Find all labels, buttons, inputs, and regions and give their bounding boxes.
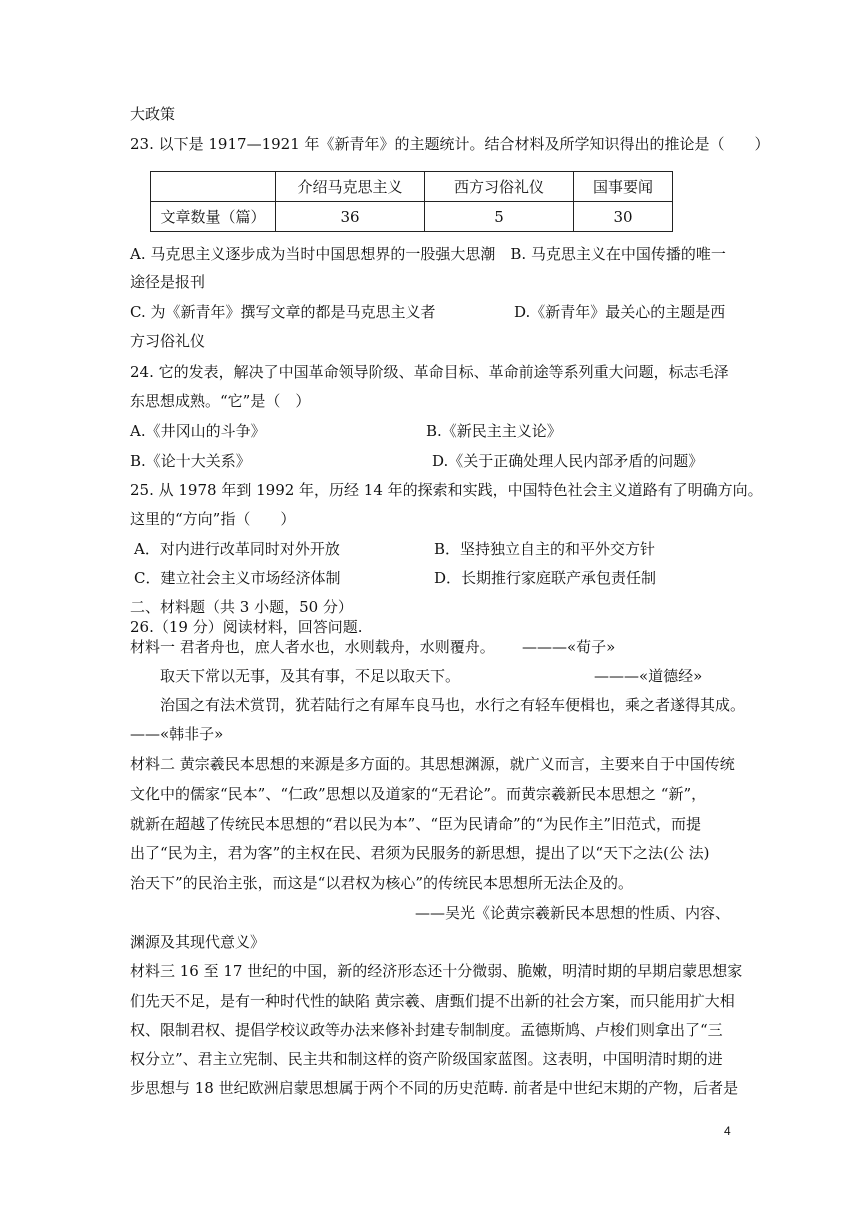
source-citation: ———«荀子»: [522, 638, 616, 656]
text-line: 治国之有法术赏罚，犹若陆行之有犀车良马也，水行之有轻车便楫也，乘之者遂得其成。: [160, 696, 746, 714]
text-line: 文化中的儒家“民本”、“仁政”思想以及道家的“无君论”。而黄宗羲新民本思想之 “新”，: [130, 785, 707, 803]
material-3: 材料三 16 至 17 世纪的中国，新的经济形态还十分微弱、脆嫩，明清时期的早期启蒙思想家: [130, 962, 743, 980]
text-line: 治天下”的民治主张，而这是“以君权为核心”的传统民本思想所无法企及的。: [130, 874, 634, 892]
text-line: 们先天不足，是有一种时代性的缺陷 黄宗羲、唐甄们提不出新的社会方案，而只能用扩大相: [130, 992, 735, 1010]
table-header-cell: 国事要闻: [574, 172, 673, 202]
option-24-c: B.《论十大关系》: [130, 452, 251, 470]
option-23-c: C. 为《新青年》撰写文章的都是马克思主义者: [130, 303, 436, 321]
page-number: 4: [724, 1124, 731, 1138]
table-header-row: [151, 172, 673, 202]
source-citation: ——吴光《论黄宗羲新民本思想的性质、内容、: [414, 904, 730, 922]
table-header-cell: [151, 172, 276, 202]
option-23-d: D.《新青年》最关心的主题是西: [514, 303, 726, 321]
text-line: 出了“民为主，君为客”的主权在民、君须为民服务的新思想，提出了以“天下之法(公 法): [130, 844, 710, 862]
option-24-b: B.《新民主主义论》: [426, 422, 562, 440]
text-line: 步思想与 18 世纪欧洲启蒙思想属于两个不同的历史范畴. 前者是中世纪末期的产物，后者是: [130, 1079, 739, 1097]
text-line: 权、限制君权、提倡学校议政等办法来修补封建专制制度。孟德斯鸠、卢梭们则拿出了“三: [130, 1021, 723, 1039]
question-23: 23. 以下是 1917—1921 年《新青年》的主题统计。结合材料及所学知识得出的推论是（ ）: [130, 135, 770, 153]
material-1: 材料一 君者舟也，庶人者水也，水则载舟，水则覆舟。: [130, 638, 495, 656]
source-citation: 渊源及其现代意义》: [130, 933, 266, 951]
option-25-d: D．长期推行家庭联产承包责任制: [434, 569, 657, 587]
text-line: 权分立”、君主立宪制、民主共和制这样的资产阶级国家蓝图。这表明，中国明清时期的进: [130, 1050, 723, 1068]
table-row-label: 文章数量（篇）: [151, 202, 276, 232]
source-citation: ———«道德经»: [594, 667, 703, 685]
option-25-a: A．对内进行改革同时对外开放: [134, 540, 340, 558]
table-header-cell: 介绍马克思主义: [276, 172, 425, 202]
table-cell: 5: [425, 202, 574, 232]
text-line: 途径是报刊: [130, 273, 206, 291]
material-2: 材料二 黄宗羲民本思想的来源是多方面的。其思想渊源，就广义而言，主要来自于中国传统: [130, 755, 735, 773]
table-row: [151, 202, 673, 232]
text-line: 这里的“方向”指（ ）: [130, 510, 296, 528]
table-header-cell: 西方习俗礼仪: [425, 172, 574, 202]
text-line: 取天下常以无事，及其有事，不足以取天下。: [160, 667, 461, 685]
text-line: 东思想成熟。“它”是（ ）: [130, 392, 311, 410]
topic-statistics-table: [150, 171, 673, 232]
text-line: 就新在超越了传统民本思想的“君以民为本”、“臣为民请命”的“为民作主”旧范式，而提: [130, 815, 702, 833]
text-line: 方习俗礼仪: [130, 332, 206, 350]
option-25-b: B．坚持独立自主的和平外交方针: [434, 540, 656, 558]
option-23-a: A. 马克思主义逐步成为当时中国思想界的一股强大思潮 B. 马克思主义在中国传播的唯一: [130, 245, 726, 263]
question-25: 25. 从 1978 年到 1992 年，历经 14 年的探索和实践，中国特色社会主义道路有了明确方向。: [130, 481, 763, 499]
table-cell: 30: [574, 202, 673, 232]
option-24-a: A.《井冈山的斗争》: [130, 422, 266, 440]
text-line: 大政策: [130, 105, 176, 123]
source-citation: ——«韩非子»: [130, 725, 224, 743]
table-cell: 36: [276, 202, 425, 232]
question-26: 26.（19 分）阅读材料，回答问题.: [130, 618, 363, 636]
question-24: 24. 它的发表，解决了中国革命领导阶级、革命目标、革命前途等系列重大问题，标志毛泽: [130, 363, 729, 381]
option-24-d: D.《关于正确处理人民内部矛盾的问题》: [432, 452, 704, 470]
section-heading: 二、材料题（共 3 小题，50 分）: [130, 598, 353, 616]
option-25-c: C．建立社会主义市场经济体制: [134, 569, 341, 587]
